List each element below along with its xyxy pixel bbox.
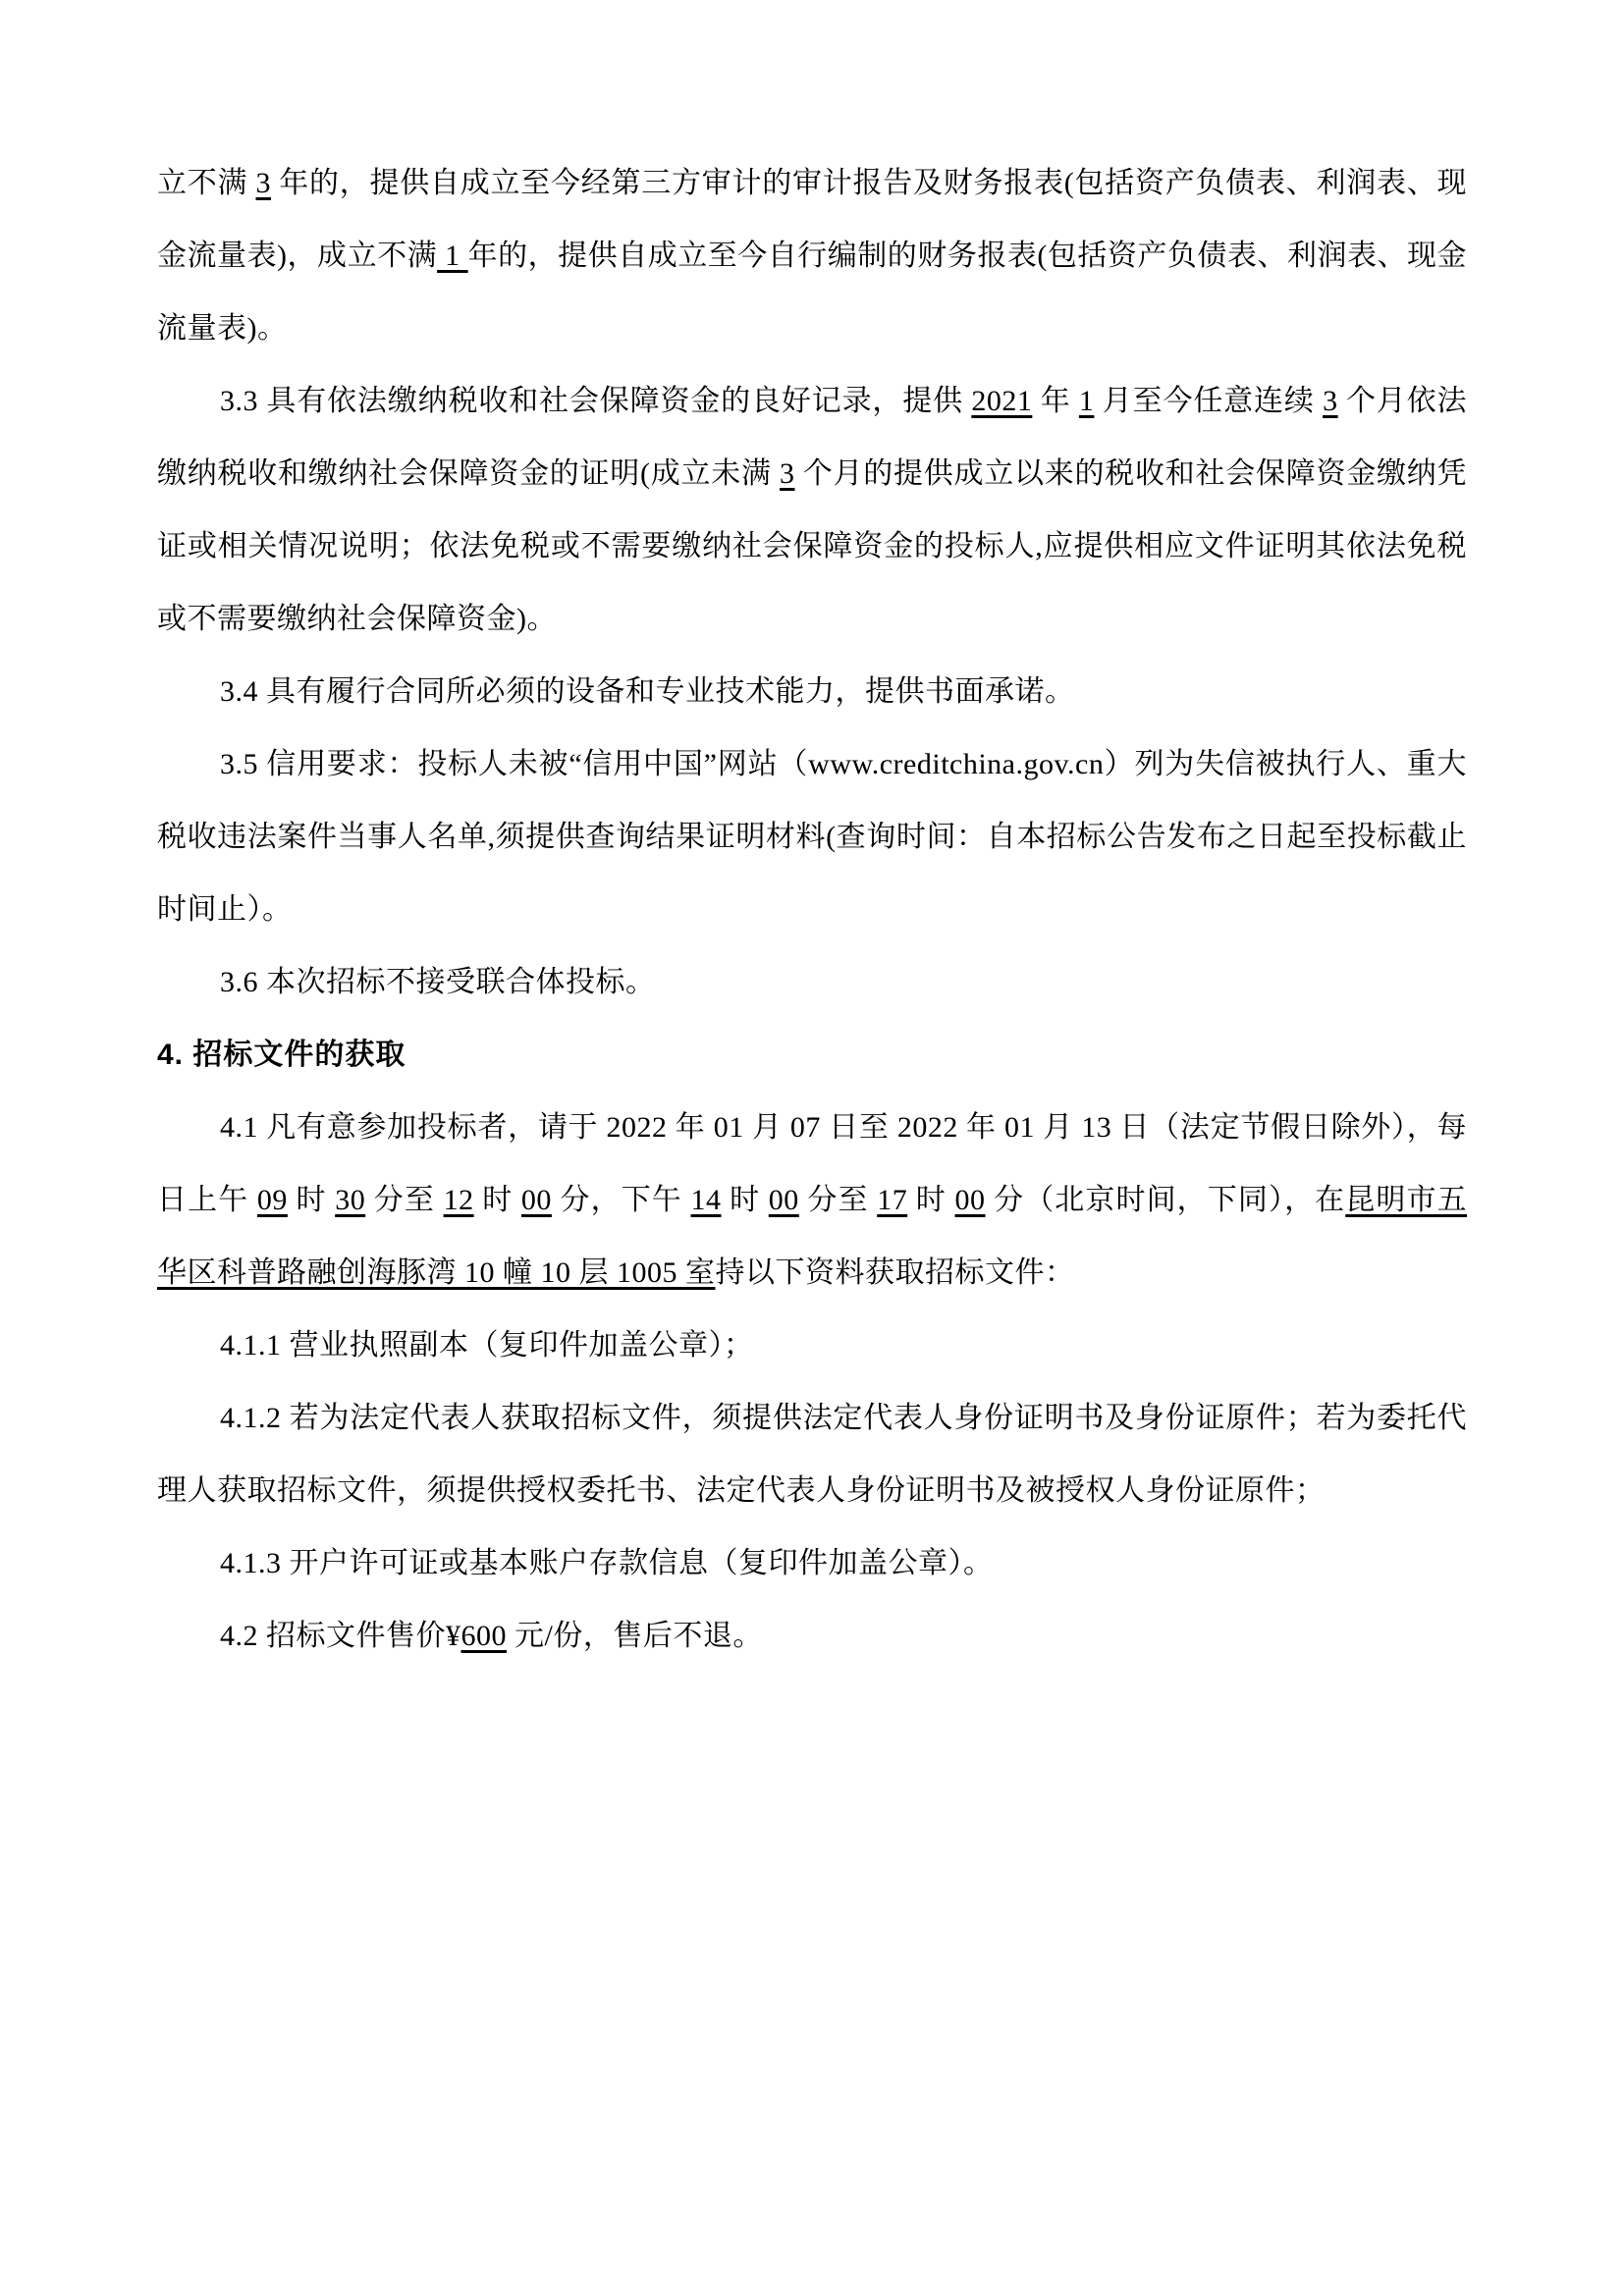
document-body [157,147,1467,1673]
text-run: 年的，提供自成立至今经第三方审计的审计报告及财务报表(包括资产负债表、利润表、现金流量表)，成立不满 [157,167,1467,272]
text-run: 分至 [365,1184,444,1216]
text-run: 09 [256,1184,288,1216]
para-3-6 [157,946,1467,1019]
text-run: 分至 [798,1184,878,1216]
text-run: 4.1.3 开户许可证或基本账户存款信息（复印件加盖公章）。 [220,1547,994,1579]
text-run: 00 [768,1184,799,1216]
text-run: 3 [780,457,795,490]
paragraph-block-lower [157,1092,1467,1673]
para-3-5 [157,728,1467,946]
text-run: 时 [473,1184,521,1216]
section-heading-4: 4. 招标文件的获取 [157,1039,406,1071]
text-run: 立不满 [157,167,256,199]
text-run: 4.2 招标文件售价¥ [220,1620,461,1652]
text-run: 4.1 凡有意参加投标者，请于 2022 年 01 月 07 日至 2022 年 01 月 13 日（法定节假日除外），每日上午 [157,1111,1467,1216]
text-run: 2021 [971,385,1033,417]
text-run: 30 [335,1184,366,1216]
text-run: 3.6 本次招标不接受联合体投标。 [220,966,656,998]
text-run: 个月依法缴纳税收和缴纳社会保障资金的证明(成立未满 [157,385,1468,490]
text-run: 月至今任意连续 [1094,385,1324,417]
text-run: 600 [460,1620,507,1652]
text-run: 4.1.1 营业执照副本（复印件加盖公章）； [220,1329,754,1362]
text-run: 1 [1078,385,1095,417]
para-4-1 [157,1092,1467,1309]
para-3-3 [157,365,1467,656]
text-run: 年的，提供自成立至今自行编制的财务报表(包括资产负债表、利润表、现金流量表)。 [157,240,1467,345]
text-run: 分（北京时间，下同），在 [985,1184,1346,1216]
text-run: 3 [255,167,271,199]
text-run: 时 [721,1184,769,1216]
para-4-1-1 [157,1309,1467,1382]
text-run: 3.5 信用要求：投标人未被“信用中国”网站（www.creditchina.gov.cn）列为失信被执行人、重大税收违法案件当事人名单,须提供查询结果证明材料(查询时间：自本招标公告发布之日起至投标截止时间止）。 [157,748,1467,926]
text-run: 时 [907,1184,955,1216]
text-run: 持以下资料获取招标文件： [715,1256,1075,1289]
text-run: 00 [954,1184,986,1216]
text-run: 个月的提供成立以来的税收和社会保障资金缴纳凭证或相关情况说明；依法免税或不需要缴纳社会保障资金的投标人,应提供相应文件证明其依法免税或不需要缴纳社会保障资金)。 [157,457,1467,635]
text-run: 3 [1323,385,1338,417]
para-3-2-continued [157,147,1467,365]
para-4-1-3 [157,1527,1467,1600]
text-run: 17 [877,1184,908,1216]
para-3-4 [157,656,1467,728]
text-run: 3.4 具有履行合同所必须的设备和专业技术能力，提供书面承诺。 [220,675,1075,708]
text-run: 1 [437,240,468,272]
para-4-2 [157,1600,1467,1673]
text-run: 年 [1032,385,1079,417]
para-4-1-2 [157,1382,1467,1527]
text-run: 时 [287,1184,336,1216]
text-run: 4.1.2 若为法定代表人获取招标文件，须提供法定代表人身份证明书及身份证原件；若为委托代理人获取招标文件，须提供授权委托书、法定代表人身份证明书及被授权人身份证原件； [157,1402,1467,1507]
text-run: 分，下午 [551,1184,691,1216]
text-run: 昆明市五华区科普路融创海豚湾 10 幢 10 层 1005 室 [157,1184,1468,1289]
text-run: 14 [690,1184,722,1216]
paragraph-block-upper [157,147,1467,1019]
text-run: 元/份，售后不退。 [507,1620,763,1652]
text-run: 12 [443,1184,474,1216]
text-run: 3.3 具有依法缴纳税收和社会保障资金的良好记录，提供 [220,385,972,417]
text-run: 00 [520,1184,552,1216]
